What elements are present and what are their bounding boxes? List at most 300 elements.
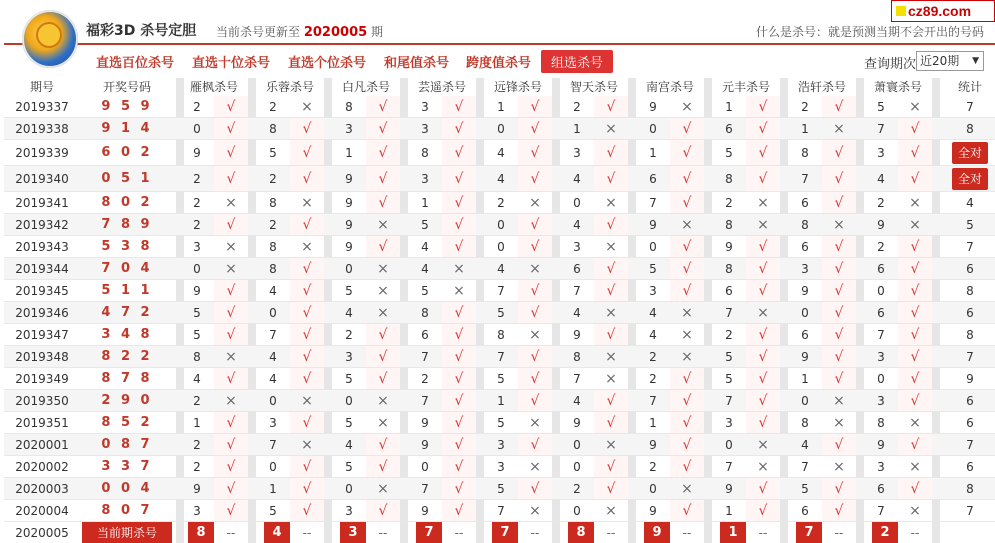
check-icon: √ [822,236,856,258]
kill-number: 4 [801,438,809,452]
check-icon: √ [442,118,476,140]
cross-icon: × [605,121,617,137]
kill-number: 9 [801,350,809,364]
kill-number: 7 [421,350,429,364]
kill-number: 4 [573,306,581,320]
kill-number: 9 [649,438,657,452]
header-draw: 开奖号码 [102,80,151,94]
kill-number: 5 [725,350,733,364]
kill-number: 0 [801,394,809,408]
check-icon: √ [518,302,552,324]
table-row [4,412,995,434]
check-icon: √ [898,118,932,140]
check-icon: √ [898,140,932,166]
period-select[interactable] [916,51,984,71]
check-icon: √ [290,166,324,192]
kill-explanation: 什么是杀号：就是预测当期不会开出的号码 [756,25,985,39]
correct-count: 7 [966,438,974,452]
header-expert: 萧寰杀号 [873,80,922,94]
kill-number: 9 [877,438,885,452]
cross-icon: × [529,503,541,519]
kill-number: 3 [421,122,429,136]
check-icon: √ [518,96,552,118]
draw-number: 5 3 8 [101,239,153,254]
correct-count: 5 [966,218,974,232]
check-icon: √ [594,478,628,500]
check-icon: √ [290,280,324,302]
kill-number: 9 [573,328,581,342]
issue-number: 2020002 [15,460,69,474]
kill-number: 6 [877,482,885,496]
current-kill-number: 3 [340,522,366,543]
kill-number: 8 [877,416,885,430]
page-title: 福彩3D 杀号定胆 [86,23,197,39]
kill-number: 7 [497,504,505,518]
kill-number: 5 [497,482,505,496]
kill-number: 0 [801,306,809,320]
kill-number: 6 [421,328,429,342]
current-issue: 2020005 [15,526,69,540]
correct-count: 7 [966,240,974,254]
current-row [4,522,995,543]
check-icon: √ [594,258,628,280]
kill-number: 3 [801,262,809,276]
kill-number: 2 [193,172,201,186]
kill-number: 1 [649,146,657,160]
check-icon: √ [594,390,628,412]
issue-number: 2019343 [15,240,69,254]
check-icon: √ [214,166,248,192]
kill-number: 2 [269,218,277,232]
check-icon: √ [746,324,780,346]
header-expert: 芸遥杀号 [417,80,466,94]
update-prefix: 当前杀号更新至 [216,25,301,39]
issue-number: 2019351 [15,416,69,430]
kill-number: 8 [725,218,733,232]
table-row [4,368,995,390]
check-icon: √ [594,412,628,434]
kill-number: 1 [345,146,353,160]
kill-number: 6 [801,196,809,210]
kill-number: 5 [269,504,277,518]
cross-icon: × [757,459,769,475]
current-kill-number: 7 [492,522,518,543]
kill-number: 7 [269,438,277,452]
kill-number: 9 [573,416,581,430]
table-row [4,478,995,500]
check-icon: √ [670,118,704,140]
kill-number: 8 [193,350,201,364]
check-icon: √ [746,500,780,522]
check-icon: √ [214,434,248,456]
current-kill-number: 8 [568,522,594,543]
kill-number: 7 [649,394,657,408]
kill-number: 7 [269,328,277,342]
draw-number: 8 0 7 [101,503,153,518]
table-row [4,118,995,140]
check-icon: √ [746,390,780,412]
cross-icon: × [833,121,845,137]
current-kill-number: 7 [796,522,822,543]
issue-number: 2019346 [15,306,69,320]
kill-number: 5 [345,416,353,430]
table-row [4,456,995,478]
kill-number: 6 [801,328,809,342]
update-suffix: 期 [371,25,384,39]
kill-number: 2 [193,100,201,114]
cross-icon: × [301,195,313,211]
tab-2[interactable]: 直选十位杀号 [192,56,271,71]
check-icon: √ [214,500,248,522]
kill-number: 1 [725,504,733,518]
check-icon: √ [518,118,552,140]
kill-number: 0 [877,284,885,298]
cross-icon: × [529,415,541,431]
kill-number: 4 [649,328,657,342]
check-icon: √ [290,302,324,324]
tab-3[interactable]: 直选个位杀号 [288,56,367,71]
kill-number: 0 [421,460,429,474]
check-icon: √ [366,324,400,346]
cross-icon: × [529,327,541,343]
check-icon: √ [366,140,400,166]
tab-5[interactable]: 跨度值杀号 [466,56,532,71]
issue-number: 2019347 [15,328,69,342]
draw-number: 8 2 2 [101,349,153,364]
current-kill-number: 9 [644,522,670,543]
draw-number: 7 8 9 [101,217,153,232]
issue-number: 2019340 [15,172,69,186]
correct-count: 7 [966,504,974,518]
check-icon: √ [746,412,780,434]
kill-number: 9 [345,196,353,210]
check-icon: √ [594,166,628,192]
draw-number: 4 7 2 [101,305,153,320]
chevron-down-icon: ▼ [972,56,979,66]
table-row [4,280,995,302]
kill-number: 5 [497,416,505,430]
draw-number: 0 0 4 [101,481,153,496]
check-icon: √ [214,140,248,166]
kill-number: 1 [269,482,277,496]
kill-number: 2 [193,218,201,232]
kill-number: 8 [801,146,809,160]
correct-count: 6 [966,306,974,320]
table-row [4,346,995,368]
kill-number: 3 [877,350,885,364]
tab-1[interactable]: 直选百位杀号 [96,56,175,71]
kill-number: 7 [421,482,429,496]
pending-dash: -- [606,526,616,540]
kill-number: 4 [497,146,505,160]
check-icon: √ [290,368,324,390]
check-icon: √ [214,368,248,390]
check-icon: √ [898,390,932,412]
cross-icon: × [225,239,237,255]
cross-icon: × [529,261,541,277]
cross-icon: × [681,349,693,365]
table-row [4,302,995,324]
kill-number: 2 [877,196,885,210]
check-icon: √ [670,280,704,302]
kill-number: 4 [877,172,885,186]
header-expert: 浩轩杀号 [797,80,846,94]
check-icon: √ [518,214,552,236]
kill-number: 9 [725,482,733,496]
kill-number: 9 [649,218,657,232]
issue-number: 2019337 [15,100,69,114]
cross-icon: × [605,305,617,321]
kill-number: 6 [877,306,885,320]
kill-number: 3 [421,172,429,186]
check-icon: √ [518,368,552,390]
current-kill-number: 2 [872,522,898,543]
kill-number: 7 [877,328,885,342]
tab-6[interactable]: 组选杀号 [541,50,613,73]
pending-dash: -- [834,526,844,540]
check-icon: √ [366,96,400,118]
fc3d-logo [22,10,78,68]
kill-number: 9 [801,284,809,298]
kill-number: 9 [421,438,429,452]
kill-number: 3 [649,284,657,298]
correct-count: 4 [966,196,974,210]
cross-icon: × [757,217,769,233]
check-icon: √ [442,214,476,236]
check-icon: √ [442,346,476,368]
kill-number: 7 [573,372,581,386]
kill-number: 8 [801,416,809,430]
check-icon: √ [366,434,400,456]
check-icon: √ [670,236,704,258]
check-icon: √ [366,500,400,522]
pending-dash: -- [378,526,388,540]
check-icon: √ [746,280,780,302]
tab-4[interactable]: 和尾值杀号 [384,56,450,71]
kill-number: 0 [573,196,581,210]
kill-number: 8 [497,328,505,342]
cross-icon: × [377,393,389,409]
kill-number: 9 [345,218,353,232]
cross-icon: × [757,305,769,321]
kill-number: 0 [269,460,277,474]
correct-count: 8 [966,284,974,298]
check-icon: √ [822,368,856,390]
kill-number: 3 [877,394,885,408]
kill-number: 8 [269,196,277,210]
check-icon: √ [518,236,552,258]
draw-number: 0 5 1 [101,171,153,186]
cross-icon: × [605,349,617,365]
check-icon: √ [366,456,400,478]
kill-number: 2 [573,100,581,114]
check-icon: √ [746,236,780,258]
kill-number: 3 [877,460,885,474]
pending-dash: -- [758,526,768,540]
cross-icon: × [377,305,389,321]
kill-number: 1 [497,394,505,408]
kill-number: 9 [725,240,733,254]
kill-number: 1 [193,416,201,430]
kill-number: 6 [573,262,581,276]
draw-number: 3 3 7 [101,459,153,474]
check-icon: √ [822,302,856,324]
cross-icon: × [377,481,389,497]
cross-icon: × [377,415,389,431]
check-icon: √ [442,434,476,456]
check-icon: √ [898,434,932,456]
kill-number: 9 [193,146,201,160]
check-icon: √ [442,412,476,434]
cross-icon: × [301,393,313,409]
check-icon: √ [366,166,400,192]
check-icon: √ [214,118,248,140]
correct-count: 6 [966,262,974,276]
kill-number: 3 [573,146,581,160]
header-expert: 远锋杀号 [493,80,542,94]
issue-number: 2019344 [15,262,69,276]
check-icon: √ [518,280,552,302]
kill-number: 0 [649,122,657,136]
kill-number: 4 [649,306,657,320]
cross-icon: × [833,459,845,475]
site-badge[interactable] [891,0,995,22]
cross-icon: × [529,195,541,211]
check-icon: √ [518,390,552,412]
kill-number: 4 [345,438,353,452]
kill-number: 5 [725,372,733,386]
check-icon: √ [898,478,932,500]
check-icon: √ [670,258,704,280]
kill-number: 5 [193,328,201,342]
check-icon: √ [670,368,704,390]
correct-count: 7 [966,350,974,364]
kill-number: 2 [269,172,277,186]
kill-number: 0 [573,460,581,474]
kill-number: 2 [573,482,581,496]
kill-number: 5 [497,372,505,386]
kill-number: 0 [573,504,581,518]
kill-number: 8 [801,218,809,232]
check-icon: √ [746,96,780,118]
header-bar [0,0,995,44]
check-icon: √ [214,478,248,500]
kill-number: 0 [193,122,201,136]
check-icon: √ [898,236,932,258]
check-icon: √ [214,324,248,346]
kill-number: 5 [269,146,277,160]
kill-number: 3 [421,100,429,114]
cross-icon: × [909,99,921,115]
pending-dash: -- [226,526,236,540]
table-row [4,434,995,456]
kill-number: 3 [345,504,353,518]
draw-number: 9 5 9 [101,99,153,114]
cross-icon: × [757,195,769,211]
kill-number: 7 [725,460,733,474]
check-icon: √ [518,346,552,368]
kill-number: 9 [193,284,201,298]
pending-dash: -- [530,526,540,540]
kill-number: 4 [269,372,277,386]
logo-ball-icon [36,22,62,48]
kill-number: 4 [193,372,201,386]
draw-number: 3 4 8 [101,327,153,342]
check-icon: √ [822,500,856,522]
pending-dash: -- [302,526,312,540]
header-expert: 智天杀号 [569,80,618,94]
kill-number: 4 [421,262,429,276]
kill-number: 7 [801,172,809,186]
draw-number: 9 1 4 [101,121,153,136]
kill-number: 1 [497,100,505,114]
check-icon: √ [518,434,552,456]
correct-count: 6 [966,460,974,474]
current-label: 当前期杀号 [82,522,172,543]
kill-number: 4 [573,218,581,232]
cross-icon: × [909,217,921,233]
kill-number: 0 [649,240,657,254]
cross-icon: × [225,349,237,365]
check-icon: √ [898,346,932,368]
kill-number: 1 [801,372,809,386]
correct-count: 6 [966,416,974,430]
check-icon: √ [822,478,856,500]
check-icon: √ [822,96,856,118]
check-icon: √ [746,140,780,166]
check-icon: √ [746,478,780,500]
check-icon: √ [442,140,476,166]
check-icon: √ [366,346,400,368]
kill-number: 3 [269,416,277,430]
check-icon: √ [442,166,476,192]
check-icon: √ [594,456,628,478]
kill-number: 2 [193,438,201,452]
cross-icon: × [453,261,465,277]
kill-number: 4 [421,240,429,254]
cross-icon: × [377,283,389,299]
kill-number: 5 [801,482,809,496]
kill-number: 1 [649,416,657,430]
table-header [4,78,995,96]
kill-number: 3 [193,240,201,254]
check-icon: √ [670,412,704,434]
cross-icon: × [681,99,693,115]
kill-number: 0 [345,482,353,496]
check-icon: √ [822,324,856,346]
kill-number: 5 [421,218,429,232]
issue-number: 2019349 [15,372,69,386]
header-expert: 元丰杀号 [721,80,770,94]
kill-number: 6 [877,262,885,276]
correct-count: 8 [966,482,974,496]
kill-number: 9 [877,218,885,232]
cross-icon: × [301,437,313,453]
check-icon: √ [290,140,324,166]
kill-number: 0 [269,306,277,320]
kill-number: 2 [725,328,733,342]
cross-icon: × [833,217,845,233]
kill-number: 6 [649,172,657,186]
cross-icon: × [909,415,921,431]
check-icon: √ [822,434,856,456]
cross-icon: × [833,415,845,431]
check-icon: √ [822,280,856,302]
site-name: cz89.com [908,3,972,19]
kill-number: 2 [649,350,657,364]
table-row [4,214,995,236]
draw-number: 6 0 2 [101,145,153,160]
